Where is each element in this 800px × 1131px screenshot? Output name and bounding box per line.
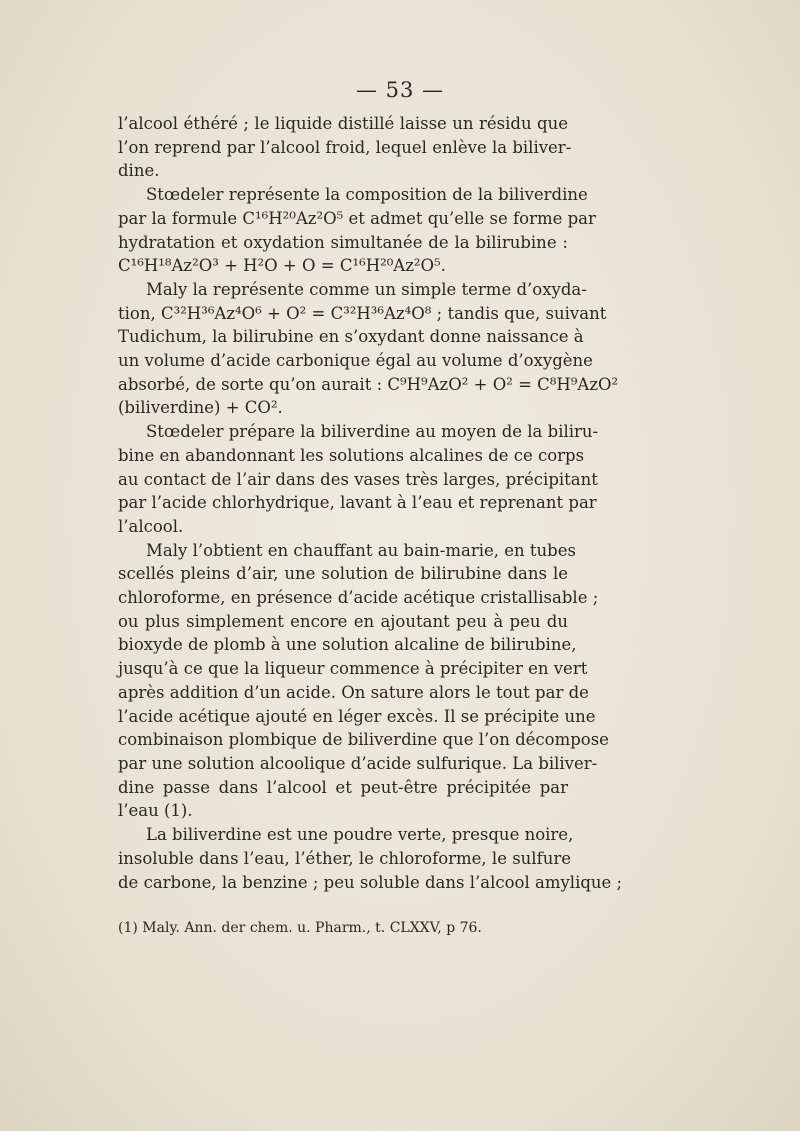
text-line: C¹⁶H¹⁸Az²O³ + H²O + O = C¹⁶H²⁰Az²O⁵.	[118, 256, 446, 276]
text-line: (biliverdine) + CO².	[118, 398, 283, 418]
text-line: bine en abandonnant les solutions alcalines de ce corps	[118, 445, 585, 465]
text-line: Tudichum, la bilirubine en s’oxydant donne naissance à	[118, 327, 584, 347]
text-line: Stœdeler prépare la biliverdine au moyen de la biliru-	[146, 422, 599, 442]
paragraph	[118, 278, 619, 420]
paragraph	[118, 420, 599, 539]
text-line: bioxyde de plomb à une solution alcaline de bilirubine,	[118, 635, 577, 655]
paragraph	[118, 112, 572, 183]
text-line: par une solution alcoolique d’acide sulfurique. La biliver-	[118, 753, 598, 773]
text-line: l’alcool éthéré ; le liquide distillé laisse un résidu que	[118, 114, 568, 133]
text-line: par l’acide chlorhydrique, lavant à l’eau et reprenant par	[118, 493, 597, 513]
text-line: au contact de l’air dans des vases très larges, précipitant	[118, 469, 598, 489]
text-line: scellés pleins d’air, une solution de bilirubine dans le	[118, 564, 568, 584]
paragraph	[118, 539, 609, 823]
text-line: par la formule C¹⁶H²⁰Az²O⁵ et admet qu’elle se forme par	[118, 208, 596, 228]
paragraph	[118, 183, 596, 278]
text-line: absorbé, de sorte qu’on aurait : C⁹H⁹AzO² + O² = C⁸H⁹AzO²	[118, 374, 619, 394]
text-line: ou plus simplement encore en ajoutant peu à peu du	[118, 611, 568, 631]
text-line: Maly l’obtient en chauffant au bain-marie, en tubes	[146, 540, 576, 560]
text-line: l’on reprend par l’alcool froid, lequel enlève la biliver-	[118, 137, 572, 157]
text-line: l’alcool.	[118, 516, 184, 536]
text-line: l’eau (1).	[118, 801, 193, 821]
text-line: après addition d’un acide. On sature alors le tout par de	[118, 682, 589, 702]
text-line: dine passe dans l’alcool et peut-être précipitée par	[118, 777, 568, 797]
footnote: (1) Maly. Ann. der chem. u. Pharm., t. CLXXV, p 76.	[118, 920, 482, 936]
text-line: tion, C³²H³⁶Az⁴O⁶ + O² = C³²H³⁶Az⁴O⁸ ; tandis que, suivant	[118, 303, 607, 323]
paragraph	[118, 823, 623, 894]
text-line: Maly la représente comme un simple terme d’oxyda-	[146, 279, 587, 299]
text-line: de carbone, la benzine ; peu soluble dans l’alcool amylique ;	[118, 872, 623, 892]
text-line: un volume d’acide carbonique égal au volume d’oxygène	[118, 351, 593, 371]
text-line: dine.	[118, 161, 160, 181]
text-line: La biliverdine est une poudre verte, presque noire,	[146, 825, 574, 845]
text-line: hydratation et oxydation simultanée de la bilirubine :	[118, 232, 568, 252]
text-line: combinaison plombique de biliverdine que l’on décompose	[118, 730, 609, 750]
body-text	[118, 112, 623, 894]
text-line: jusqu’à ce que la liqueur commence à précipiter en vert	[118, 659, 588, 679]
text-line: chloroforme, en présence d’acide acétique cristallisable ;	[118, 588, 599, 608]
page-number: — 53 —	[355, 78, 445, 102]
text-line: Stœdeler représente la composition de la biliverdine	[146, 185, 588, 205]
text-line: l’acide acétique ajouté en léger excès. Il se précipite une	[118, 706, 596, 726]
text-line: insoluble dans l’eau, l’éther, le chloroforme, le sulfure	[118, 848, 571, 868]
